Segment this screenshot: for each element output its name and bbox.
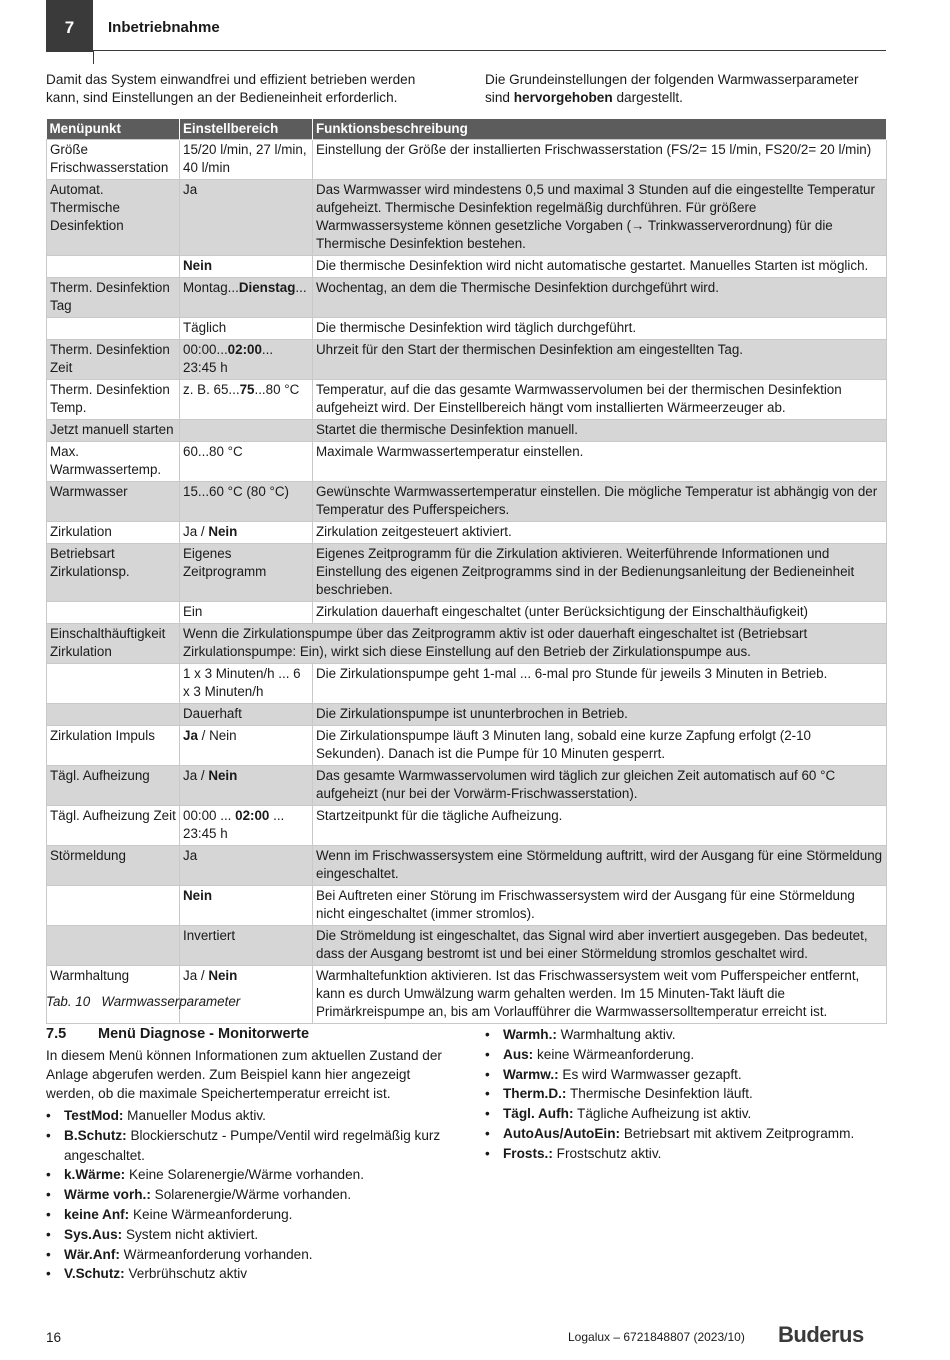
- range-cell: Ja / Nein: [180, 726, 313, 766]
- menu-item-cell: Warmwasser: [47, 482, 180, 522]
- table-row: [47, 256, 887, 278]
- description-cell: Zirkulation zeitgesteuert aktiviert.: [313, 522, 887, 544]
- description-cell: Wenn die Zirkulationspumpe über das Zeitprogramm aktiv ist oder dauerhaft eingeschaltet ist (Betriebsart Zirkulationspumpe: Ein), wirkt sich diese Einstellung auf den Betrieb der Zirkulationspumpe aus.: [180, 624, 887, 664]
- table-caption: Tab. 10 Warmwasserparameter: [46, 994, 241, 1009]
- menu-item-cell: Therm. Desinfektion Tag: [47, 278, 180, 318]
- menu-item-cell: Betriebsart Zirkulationsp.: [47, 544, 180, 602]
- menu-item-cell: [47, 926, 180, 966]
- table-row: [47, 704, 887, 726]
- list-item: • k.Wärme: Keine Solarenergie/Wärme vorhanden.: [46, 1165, 451, 1185]
- menu-item-cell: Automat. Thermische Desinfektion: [47, 180, 180, 256]
- intro-right: Die Grundeinstellungen der folgenden Warmwasserparameter sind hervorgehoben dargestellt.: [485, 72, 859, 105]
- description-cell: Einstellung der Größe der installierten Frischwasserstation (FS/2= 15 l/min, FS20/2= 20 l/min): [313, 140, 887, 180]
- range-cell: Ja: [180, 180, 313, 256]
- table-row: [47, 766, 887, 806]
- menu-item-cell: Störmeldung: [47, 846, 180, 886]
- menu-item-cell: Größe Frischwasserstation: [47, 140, 180, 180]
- range-cell: 00:00 ... 02:00 ... 23:45 h: [180, 806, 313, 846]
- status-list-left: [46, 1106, 451, 1284]
- range-cell: 15/20 l/min, 27 l/min, 40 l/min: [180, 140, 313, 180]
- range-cell: [180, 420, 313, 442]
- range-cell: Ja / Nein: [180, 766, 313, 806]
- description-cell: Das gesamte Warmwasservolumen wird täglich zur gleichen Zeit automatisch auf 60 °C aufgeheizt (nur bei der Vorwärm-Frischwasserstation).: [313, 766, 887, 806]
- table-row: [47, 318, 887, 340]
- column-header: Menüpunkt: [47, 119, 180, 140]
- range-cell: Dauerhaft: [180, 704, 313, 726]
- table-row: [47, 664, 887, 704]
- table-row: [47, 340, 887, 380]
- description-cell: Die thermische Desinfektion wird nicht automatische gestartet. Manuelles Starten ist möglich.: [313, 256, 887, 278]
- table-row: [47, 380, 887, 420]
- section-title: Menü Diagnose - Monitorwerte: [98, 1026, 310, 1042]
- menu-item-cell: Therm. Desinfektion Temp.: [47, 380, 180, 420]
- table-row: [47, 806, 887, 846]
- range-cell: Eigenes Zeitprogramm: [180, 544, 313, 602]
- menu-item-cell: Zirkulation Impuls: [47, 726, 180, 766]
- list-item: • Wär.Anf: Wärmeanforderung vorhanden.: [46, 1245, 451, 1265]
- intro-emphasis: hervorgehoben: [513, 90, 613, 105]
- list-item: • V.Schutz: Verbrühschutz aktiv: [46, 1264, 451, 1284]
- header-rule: [93, 50, 886, 51]
- table-row: [47, 544, 887, 602]
- menu-item-cell: Warmhaltung: [47, 966, 180, 1024]
- range-cell: 1 x 3 Minuten/h ... 6 x 3 Minuten/h: [180, 664, 313, 704]
- description-cell: Maximale Warmwassertemperatur einstellen.: [313, 442, 887, 482]
- list-item: • Wärme vorh.: Solarenergie/Wärme vorhanden.: [46, 1185, 451, 1205]
- chapter-number: 7: [46, 0, 93, 52]
- description-cell: Uhrzeit für den Start der thermischen Desinfektion am eingestellten Tag.: [313, 340, 887, 380]
- list-item: • Therm.D.: Thermische Desinfektion läuft.: [485, 1084, 885, 1104]
- menu-item-cell: Einschalthäuftigkeit Zirkulation: [47, 624, 180, 664]
- range-cell: Ein: [180, 602, 313, 624]
- table-row: [47, 420, 887, 442]
- menu-item-cell: [47, 704, 180, 726]
- table-header-row: [47, 119, 887, 140]
- list-item: • AutoAus/AutoEin: Betriebsart mit aktivem Zeitprogramm.: [485, 1124, 885, 1144]
- menu-item-cell: [47, 664, 180, 704]
- table-body: [47, 140, 887, 1024]
- menu-item-cell: Zirkulation: [47, 522, 180, 544]
- menu-item-cell: Tägl. Aufheizung Zeit: [47, 806, 180, 846]
- list-item: • TestMod: Manueller Modus aktiv.: [46, 1106, 451, 1126]
- description-cell: Zirkulation dauerhaft eingeschaltet (unter Berücksichtigung der Einschalthäufigkeit): [313, 602, 887, 624]
- range-cell: Nein: [180, 256, 313, 278]
- menu-item-cell: [47, 256, 180, 278]
- table-row: [47, 482, 887, 522]
- table-row: [47, 278, 887, 318]
- status-list-right: [485, 1025, 885, 1164]
- description-cell: Eigenes Zeitprogramm für die Zirkulation aktivieren. Weiterführende Informationen und Einstellung des eigenen Zeitprogramms sind in der Bedienungsanleitung der Bedieneinheit beschrieben.: [313, 544, 887, 602]
- range-cell: 00:00...02:00... 23:45 h: [180, 340, 313, 380]
- range-cell: Ja: [180, 846, 313, 886]
- menu-item-cell: Jetzt manuell starten: [47, 420, 180, 442]
- description-cell: Temperatur, auf die das gesamte Warmwasservolumen bei der thermischen Desinfektion aufgeheizt wird. Der Einstellbereich hängt vom installierten Wärmeerzeuger ab.: [313, 380, 887, 420]
- list-item: • Warmw.: Es wird Warmwasser gezapft.: [485, 1065, 885, 1085]
- table-row: [47, 522, 887, 544]
- brand-logo: Buderus: [778, 1322, 864, 1347]
- table-row: [47, 624, 887, 664]
- range-cell: Täglich: [180, 318, 313, 340]
- description-cell: Warmhaltefunktion aktivieren. Ist das Frischwassersystem weit vom Pufferspeicher entfernt, kann es durch Umwälzung warm gehalten werden. Im 15 Minuten-Takt läuft die Primärkreispumpe an, bis am Vorlaufführer die Warmwassersolltemperatur erreicht ist.: [313, 966, 887, 1024]
- description-cell: Startzeitpunkt für die tägliche Aufheizung.: [313, 806, 887, 846]
- range-cell: Ja / Nein: [180, 966, 313, 1024]
- intro-left: Damit das System einwandfrei und effizient betrieben werden kann, sind Einstellungen an der Bedieneinheit erforderlich.: [46, 72, 416, 105]
- chapter-title: Inbetriebnahme: [108, 19, 220, 36]
- table-row: [47, 926, 887, 966]
- range-cell: Montag...Dienstag...: [180, 278, 313, 318]
- column-header: Einstellbereich: [180, 119, 313, 140]
- range-cell: Nein: [180, 886, 313, 926]
- description-cell: Bei Auftreten einer Störung im Frischwassersystem wird der Ausgang für eine Störmeldung nicht eingeschaltet (immer stromlos).: [313, 886, 887, 926]
- parameter-table: [46, 119, 887, 1024]
- list-item: • Tägl. Aufh: Tägliche Aufheizung ist aktiv.: [485, 1104, 885, 1124]
- section-intro: In diesem Menü können Informationen zum aktuellen Zustand der Anlage abgerufen werden. Zum Beispiel kann hier angezeigt werden, ob die maximale Speichertemperatur erreicht ist.: [46, 1048, 442, 1101]
- description-cell: Startet die thermische Desinfektion manuell.: [313, 420, 887, 442]
- range-cell: Ja / Nein: [180, 522, 313, 544]
- list-item: • Warmh.: Warmhaltung aktiv.: [485, 1025, 885, 1045]
- description-cell: Die Zirkulationspumpe läuft 3 Minuten lang, sobald eine kurze Zapfung erfolgt (2-10 Sekunden). Danach ist die Pumpe für 10 Minuten gesperrt.: [313, 726, 887, 766]
- document-id: Logalux – 6721848807 (2023/10): [568, 1330, 745, 1344]
- menu-item-cell: Therm. Desinfektion Zeit: [47, 340, 180, 380]
- list-item: • B.Schutz: Blockierschutz - Pumpe/Ventil wird regelmäßig kurz angeschaltet.: [46, 1126, 451, 1166]
- list-item: • Aus: keine Wärmeanforderung.: [485, 1045, 885, 1065]
- section-number: 7.5: [46, 1026, 67, 1042]
- range-cell: z. B. 65...75...80 °C: [180, 380, 313, 420]
- menu-item-cell: [47, 318, 180, 340]
- menu-item-cell: [47, 602, 180, 624]
- table-row: [47, 180, 887, 256]
- table-row: [47, 846, 887, 886]
- description-cell: Wochentag, an dem die Thermische Desinfektion durchgeführt wird.: [313, 278, 887, 318]
- list-item: • Frosts.: Frostschutz aktiv.: [485, 1144, 885, 1164]
- menu-item-cell: Tägl. Aufheizung: [47, 766, 180, 806]
- menu-item-cell: Max. Warmwassertemp.: [47, 442, 180, 482]
- table-row: [47, 602, 887, 624]
- table-row: [47, 442, 887, 482]
- range-cell: Invertiert: [180, 926, 313, 966]
- description-cell: Gewünschte Warmwassertemperatur einstellen. Die mögliche Temperatur ist abhängig von der Temperatur des Pufferspeichers.: [313, 482, 887, 522]
- description-cell: Die Zirkulationspumpe geht 1-mal ... 6-mal pro Stunde für jeweils 3 Minuten in Betrieb.: [313, 664, 887, 704]
- description-cell: Die thermische Desinfektion wird täglich durchgeführt.: [313, 318, 887, 340]
- range-cell: 15...60 °C (80 °C): [180, 482, 313, 522]
- range-cell: 60...80 °C: [180, 442, 313, 482]
- section-heading: [46, 1026, 309, 1042]
- menu-item-cell: [47, 886, 180, 926]
- header-stem: [93, 50, 94, 64]
- table-row: [47, 726, 887, 766]
- list-item: • keine Anf: Keine Wärmeanforderung.: [46, 1205, 451, 1225]
- description-cell: Die Zirkulationspumpe ist ununterbrochen in Betrieb.: [313, 704, 887, 726]
- table-row: [47, 886, 887, 926]
- description-cell: Das Warmwasser wird mindestens 0,5 und maximal 3 Stunden auf die eingestellte Temperatur aufgeheizt. Thermische Desinfektion regelmäßig durchführen. Für größere Warmwassersysteme können gesetzliche Vorgaben (→ Trinkwasserverordnung) für die Thermische Desinfektion bestehen.: [313, 180, 887, 256]
- column-header: Funktionsbeschreibung: [313, 119, 887, 140]
- list-item: • Sys.Aus: System nicht aktiviert.: [46, 1225, 451, 1245]
- table-row: [47, 140, 887, 180]
- description-cell: Wenn im Frischwassersystem eine Störmeldung auftritt, wird der Ausgang für eine Störmeldung eingeschaltet.: [313, 846, 887, 886]
- description-cell: Die Strömeldung ist eingeschaltet, das Signal wird aber invertiert ausgegeben. Das bedeutet, dass der Ausgang bestromt ist und bei einer Störmeldung stromlos geschaltet wird.: [313, 926, 887, 966]
- page-number: 16: [46, 1330, 62, 1345]
